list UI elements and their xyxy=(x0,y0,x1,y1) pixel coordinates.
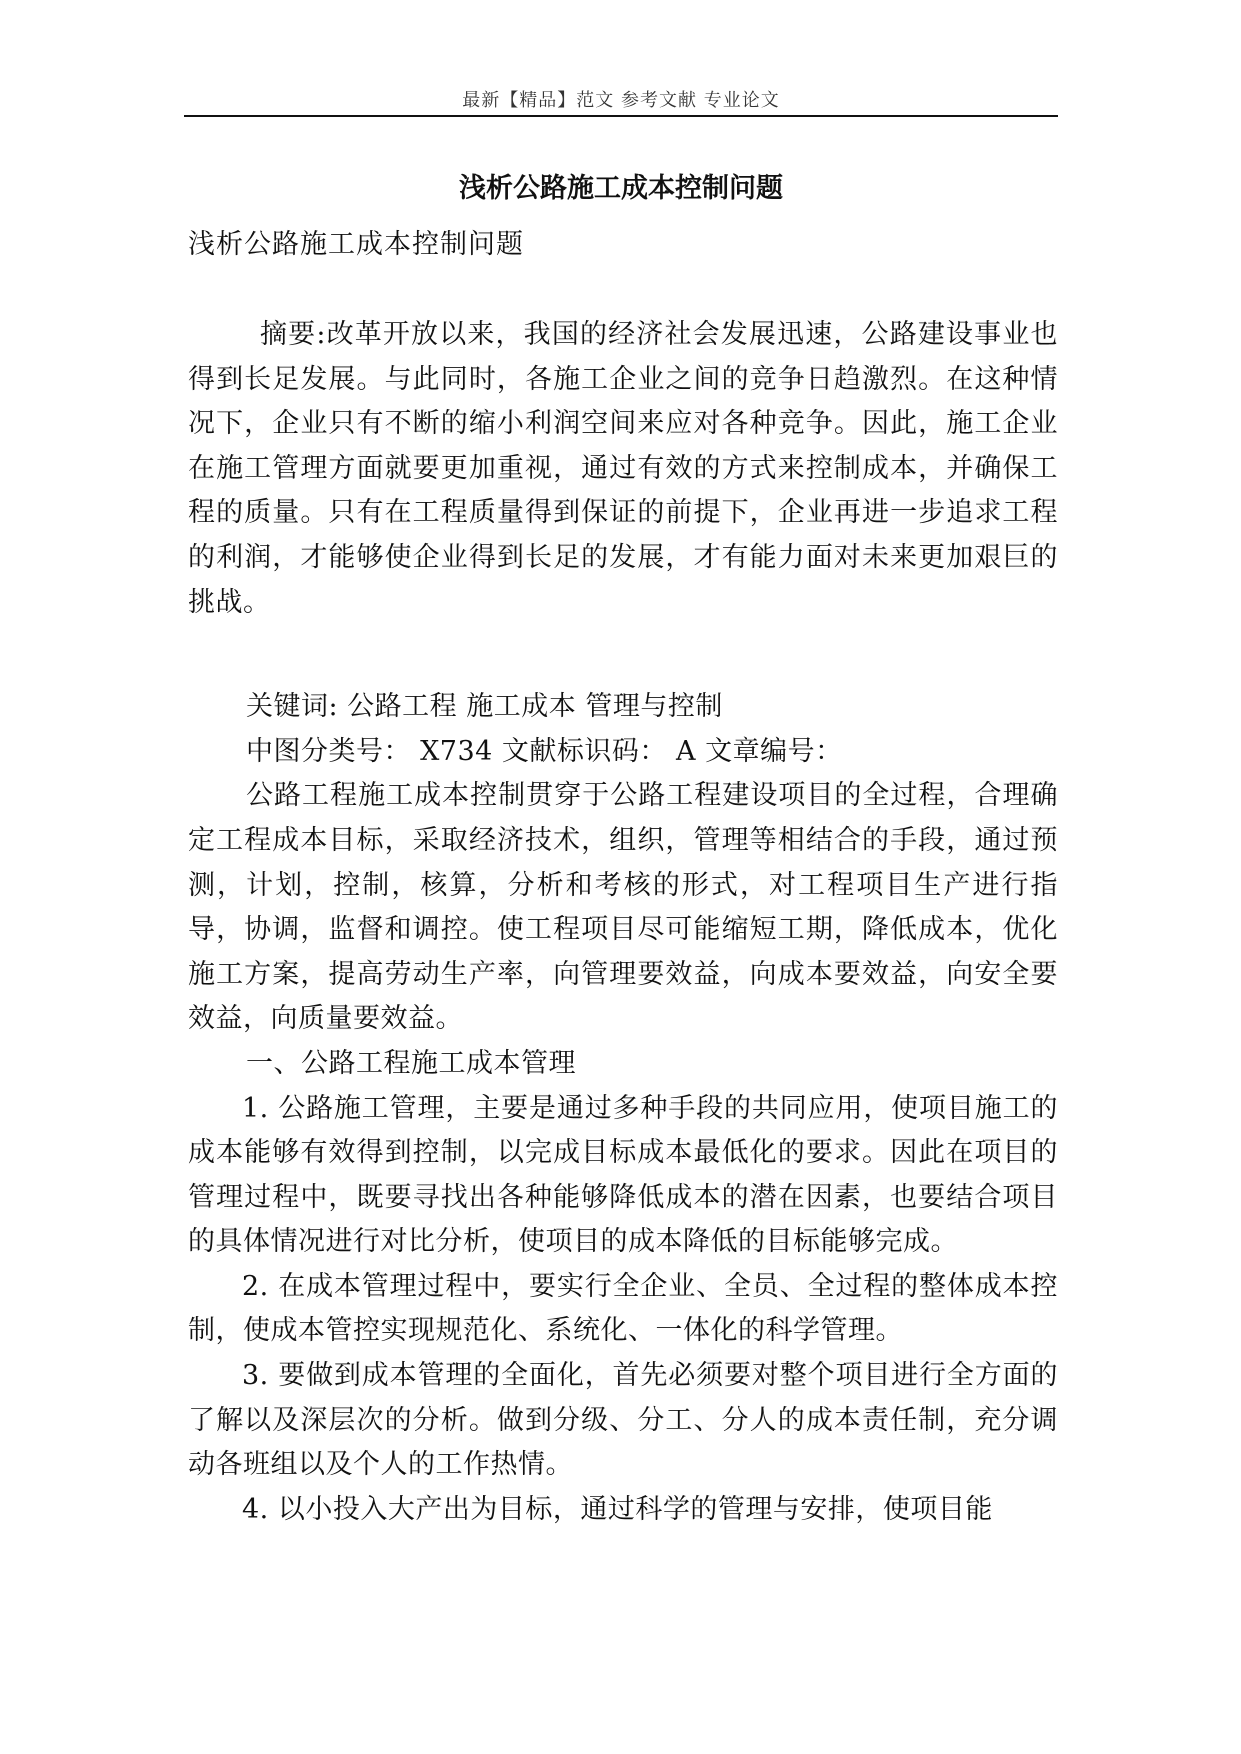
list-item-2: 2. 在成本管理过程中，要实行全企业、全员、全过程的整体成本控制，使成本管控实现规范化、系统化、一体化的科学管理。 xyxy=(188,1270,1058,1347)
list-item-4: 4. 以小投入大产出为目标，通过科学的管理与安排，使项目能 xyxy=(242,1493,993,1525)
intro-paragraph: 公路工程施工成本控制贯穿于公路工程建设项目的全过程，合理确定工程成本目标，采取经济技术，组织，管理等相结合的手段，通过预测，计划，控制，核算，分析和考核的形式，对工程项目生产进行指导，协调，监督和调控。使工程项目尽可能缩短工期，降低成本，优化施工方案，提高劳动生产率，向管理要效益，向成本要效益，向安全要效益，向质量要效益。 xyxy=(188,780,1058,1035)
header-divider xyxy=(184,115,1058,117)
classification-line: 中图分类号： X734 文献标识码： A 文章编号： xyxy=(246,735,843,767)
section-heading: 一、公路工程施工成本管理 xyxy=(246,1047,576,1079)
document-subtitle: 浅析公路施工成本控制问题 xyxy=(188,229,524,260)
document-title: 浅析公路施工成本控制问题 xyxy=(459,173,783,204)
abstract-paragraph: 摘要:改革开放以来，我国的经济社会发展迅速，公路建设事业也得到长足发展。与此同时，各施工企业之间的竞争日趋激烈。在这种情况下，企业只有不断的缩小利润空间来应对各种竞争。因此，施工企业在施工管理方面就要更加重视，通过有效的方式来控制成本，并确保工程的质量。只有在工程质量得到保证的前提下，企业再进一步追求工程的利润，才能够使企业得到长足的发展，才有能力面对未来更加艰巨的挑战。 xyxy=(188,319,1058,618)
document-body xyxy=(188,313,1058,1532)
keywords-line: 关键词: 公路工程 施工成本 管理与控制 xyxy=(246,691,723,723)
list-item-3: 3. 要做到成本管理的全面化，首先必须要对整个项目进行全方面的了解以及深层次的分析。做到分级、分工、分人的成本责任制，充分调动各班组以及个人的工作热情。 xyxy=(188,1360,1058,1481)
page-header: 最新【精品】范文 参考文献 专业论文 xyxy=(462,90,780,111)
paragraph-spacer xyxy=(188,625,1058,685)
list-item-1: 1. 公路施工管理，主要是通过多种手段的共同应用，使项目施工的成本能够有效得到控制，以完成目标成本最低化的要求。因此在项目的管理过程中，既要寻找出各种能够降低成本的潜在因素，也要结合项目的具体情况进行对比分析，使项目的成本降低的目标能够完成。 xyxy=(188,1092,1058,1258)
